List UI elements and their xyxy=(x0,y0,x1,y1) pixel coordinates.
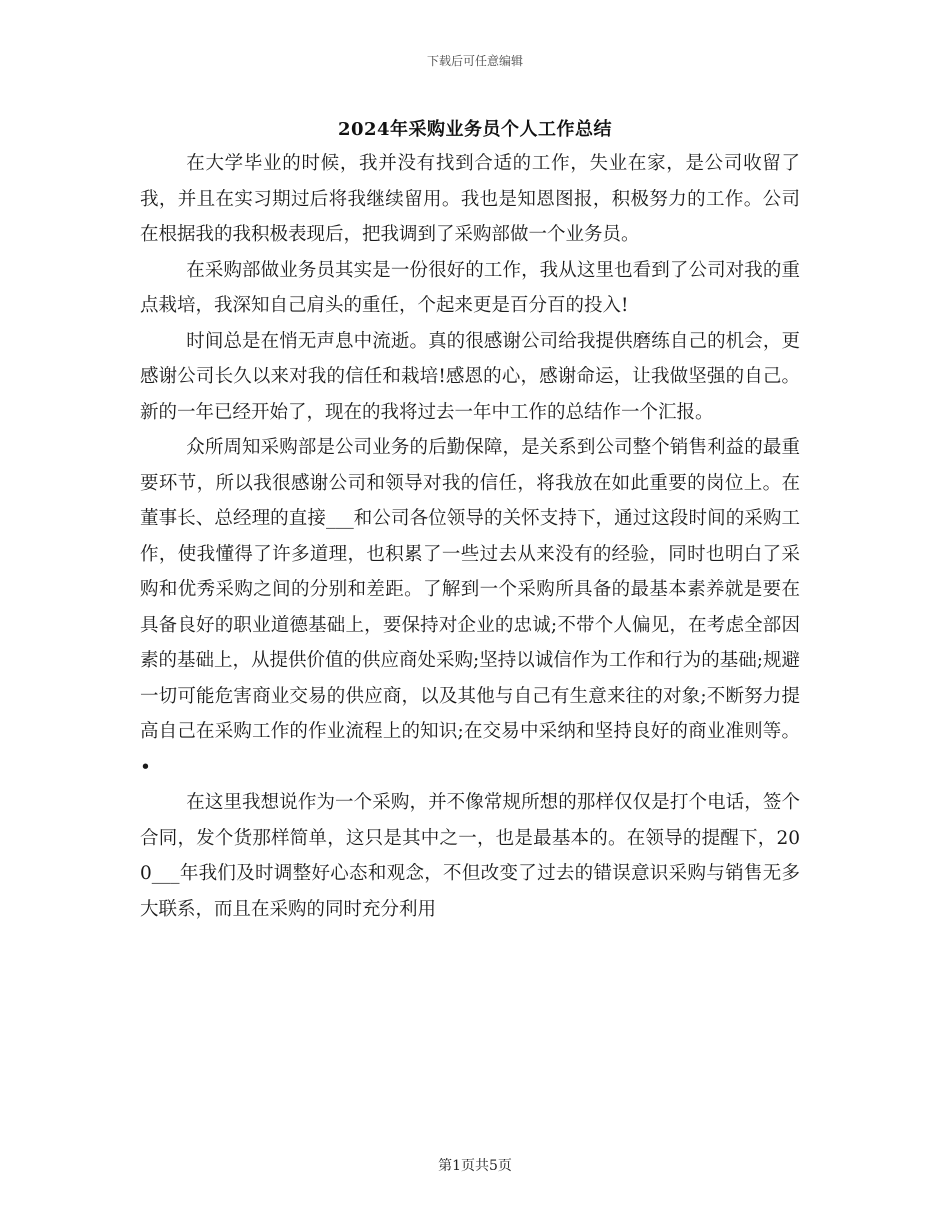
paragraph: 在采购部做业务员其实是一份很好的工作，我从这里也看到了公司对我的重点栽培，我深知自己肩头的重任，个起来更是百分百的投入! xyxy=(140,259,800,316)
page-footer-number: 第1页共5页 xyxy=(438,1158,512,1174)
paragraph: 众所周知采购部是公司业务的后勤保障，是关系到公司整个销售利益的最重要环节，所以我很感谢公司和领导对我的信任，将我放在如此重要的岗位上。在董事长、总经理的直接___和公司各位领导的关怀支持下，通过这段时间的采购工作，使我懂得了许多道理，也积累了一些过去从来没有的经验，同时也明白了采购和优秀采购之间的分别和差距。了解到一个采购所具备的最基本素养就是要在具备良好的职业道德基础上，要保持对企业的忠诚;不带个人偏见，在考虑全部因素的基础上，从提供价值的供应商处采购;坚持以诚信作为工作和行为的基础;规避一切可能危害商业交易的供应商，以及其他与自己有生意来往的对象;不断努力提高自己在采购工作的作业流程上的知识;在交易中采纳和坚持良好的商业准则等。• xyxy=(140,437,800,778)
paragraph: 在大学毕业的时候，我并没有找到合适的工作，失业在家，是公司收留了我，并且在实习期过后将我继续留用。我也是知恩图报，积极努力的工作。公司在根据我的我积极表现后，把我调到了采购部做一个业务员。 xyxy=(140,153,800,245)
paragraph: 在这里我想说作为一个采购，并不像常规所想的那样仅仅是打个电话，签个合同，发个货那样简单，这只是其中之一，也是最基本的。在领导的提醒下，200___年我们及时调整好心态和观念，不但改变了过去的错误意识采购与销售无多大联系，而且在采购的同时充分利用 xyxy=(140,792,800,920)
document-body xyxy=(140,146,800,927)
page-header-note: 下载后可任意编辑 xyxy=(426,54,523,68)
document-title: 2024年采购业务员个人工作总结 xyxy=(337,119,613,140)
paragraph: 时间总是在悄无声息中流逝。真的很感谢公司给我提供磨练自己的机会，更感谢公司长久以来对我的信任和栽培!感恩的心，感谢命运，让我做坚强的自己。新的一年已经开始了，现在的我将过去一年中工作的总结作一个汇报。 xyxy=(140,330,800,423)
